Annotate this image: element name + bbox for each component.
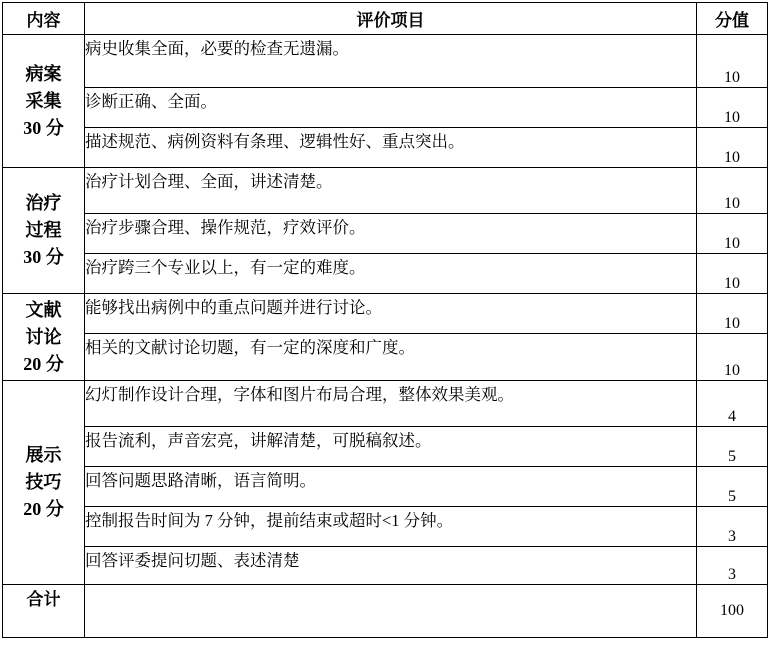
- category-line: 文献: [25, 299, 62, 320]
- table-row: [3, 214, 768, 254]
- total-score: 100: [697, 585, 768, 638]
- item-score: 10: [697, 294, 768, 334]
- category-line: 讨论: [25, 326, 62, 347]
- category-line: 20 分: [23, 499, 64, 519]
- category-line: 过程: [25, 220, 62, 240]
- item-score: 10: [697, 334, 768, 381]
- header-evaluation-item: 评价项目: [85, 3, 697, 35]
- header-content: 内容: [3, 3, 85, 35]
- item-text: 控制报告时间为 7 分钟，提前结束或超时<1 分钟。: [85, 507, 697, 547]
- total-item: [85, 585, 697, 638]
- item-score: 10: [697, 214, 768, 254]
- total-row: [3, 585, 768, 638]
- item-score: 10: [697, 128, 768, 168]
- item-score: 5: [697, 427, 768, 467]
- item-score: 4: [697, 381, 768, 427]
- item-score: 3: [697, 547, 768, 585]
- item-score: 10: [697, 88, 768, 128]
- table-row: [3, 88, 768, 128]
- table-row: [3, 128, 768, 168]
- total-label: 合计: [3, 585, 85, 638]
- item-text: 相关的文献讨论切题，有一定的深度和广度。: [85, 334, 697, 381]
- table-row: [3, 467, 768, 507]
- category-line: 技巧: [25, 472, 62, 492]
- category-cell: [3, 381, 85, 585]
- item-text: 幻灯制作设计合理，字体和图片布局合理，整体效果美观。: [85, 381, 697, 427]
- item-text: 治疗步骤合理、操作规范，疗效评价。: [85, 214, 697, 254]
- table-row: [3, 427, 768, 467]
- category-line: 病案: [25, 63, 62, 84]
- table-row: [3, 35, 768, 88]
- category-line: 采集: [25, 90, 62, 111]
- category-line: 治疗: [25, 193, 62, 213]
- item-score: 5: [697, 467, 768, 507]
- category-cell: [3, 35, 85, 168]
- table-row: [3, 507, 768, 547]
- category-line: 30 分: [23, 117, 64, 138]
- item-text: 能够找出病例中的重点问题并进行讨论。: [85, 294, 697, 334]
- item-score: 10: [697, 35, 768, 88]
- category-line: 展示: [25, 445, 62, 465]
- item-text: 报告流利，声音宏亮，讲解清楚，可脱稿叙述。: [85, 427, 697, 467]
- category-line: 20 分: [23, 353, 64, 374]
- header-score: 分值: [697, 3, 768, 35]
- item-score: 3: [697, 507, 768, 547]
- category-cell: [3, 294, 85, 381]
- table-row: [3, 381, 768, 427]
- item-score: 10: [697, 254, 768, 294]
- item-score: 10: [697, 168, 768, 214]
- item-text: 病史收集全面，必要的检查无遗漏。: [85, 35, 697, 88]
- item-text: 治疗跨三个专业以上，有一定的难度。: [85, 254, 697, 294]
- evaluation-table: [2, 2, 768, 638]
- category-cell: [3, 168, 85, 294]
- item-text: 描述规范、病例资料有条理、逻辑性好、重点突出。: [85, 128, 697, 168]
- item-text: 诊断正确、全面。: [85, 88, 697, 128]
- category-line: 30 分: [23, 247, 64, 267]
- table-row: [3, 334, 768, 381]
- item-text: 治疗计划合理、全面，讲述清楚。: [85, 168, 697, 214]
- table-row: [3, 547, 768, 585]
- item-text: 回答评委提问切题、表述清楚: [85, 547, 697, 585]
- item-text: 回答问题思路清晰，语言简明。: [85, 467, 697, 507]
- table-row: [3, 254, 768, 294]
- header-row: [3, 3, 768, 35]
- table-row: [3, 168, 768, 214]
- table-row: [3, 294, 768, 334]
